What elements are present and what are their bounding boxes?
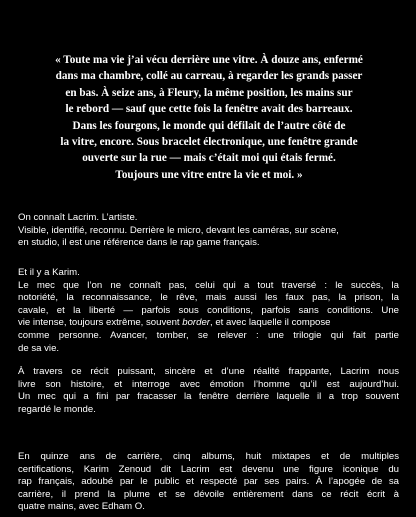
text-line: Un mec qui a fini par fracasser la fenêtre derrière laquelle il a trop souvent <box>18 391 399 403</box>
pull-quote <box>44 52 374 183</box>
text-line: Visible, identifié, reconnu. Derrière le micro, devant les caméras, sur scène, <box>18 224 339 236</box>
quote-line: la vitre, encore. Sous bracelet électronique, une fenêtre grande <box>60 136 358 149</box>
text-line: carrière, il prend la plume et se dévoile entièrement dans ce récit écrit à <box>18 488 399 500</box>
text-line: notoriété, la reconnaissance, le rêve, mais aussi les faux pas, la prison, la <box>18 292 399 304</box>
text-line: regardé le monde. <box>18 403 96 415</box>
text-line <box>18 317 399 330</box>
quote-line: le rebord — sauf que cette fois la fenêtre avait des barreaux. <box>65 103 353 116</box>
quote-line: ouverte sur la rue — mais c’était moi qui étais fermé. <box>82 152 336 165</box>
text-line: cavale, et la liberté — parfois sous conditions, parfois sans conditions. Une <box>18 304 399 316</box>
text-line: Le mec que l’on ne connaît pas, celui qui a tout traversé : le succès, la <box>18 279 399 291</box>
karim-paragraph <box>18 267 399 355</box>
intro-paragraph <box>18 212 399 250</box>
quote-line: dans ma chambre, collé au carreau, à regarder les grands passer <box>55 70 363 83</box>
recit-paragraph <box>18 366 399 416</box>
quote-line: Dans les fourgons, le monde qui défilait de l’autre côté de <box>72 119 346 132</box>
text-line: Et il y a Karim. <box>18 267 80 278</box>
text-line: de sa vie. <box>18 342 60 354</box>
text-fragment: , et avec laquelle il compose <box>209 317 331 329</box>
text-line: rap français, adoubé par le public et respecté par ses pairs. À l’apogée de sa <box>18 476 399 488</box>
text-line: comme personne. Avancer, tomber, se relever : une trilogie qui fait partie <box>18 329 399 341</box>
text-line: livre son histoire, et interroge avec émotion l’homme qu’il est aujourd’hui. <box>18 378 399 390</box>
text-line: On connaît Lacrim. L’artiste. <box>18 212 138 223</box>
quote-line: Toujours une vitre entre la vie et moi. » <box>115 168 303 181</box>
quote-line: en bas. À seize ans, à Fleury, la même position, les mains sur <box>65 86 353 99</box>
quote-line: « Toute ma vie j’ai vécu derrière une vitre. À douze ans, enfermé <box>55 54 363 66</box>
text-line: en studio, il est une référence dans le rap game français. <box>18 237 260 249</box>
italic-word-border: border <box>182 317 210 329</box>
text-fragment: vie intense, toujours extrême, souvent <box>18 317 183 329</box>
career-paragraph <box>18 451 399 514</box>
text-line: certifications, Karim Zenoud dit Lacrim est devenu une figure iconique du <box>18 463 399 475</box>
text-line: En quinze ans de carrière, cinq albums, huit mixtapes et de multiples <box>18 451 399 462</box>
text-line: À travers ce récit puissant, sincère et d’une réalité frappante, Lacrim nous <box>18 366 399 377</box>
text-line: quatre mains, avec Edham O. <box>18 501 145 513</box>
